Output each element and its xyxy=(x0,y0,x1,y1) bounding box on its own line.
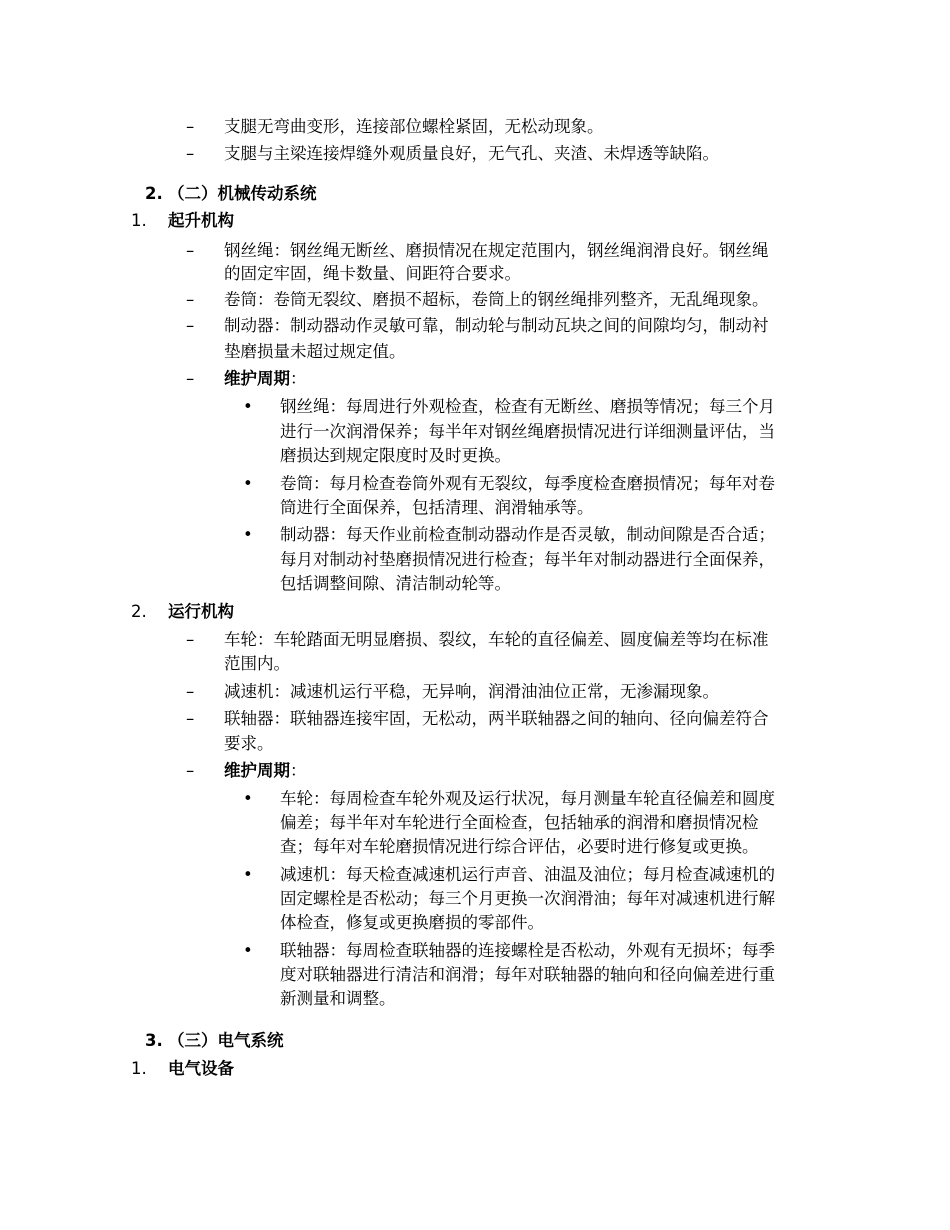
brake-item-line1: 制动器：制动器动作灵敏可靠，制动轮与制动瓦块之间的间隙均匀，制动衬 xyxy=(224,316,769,335)
bullet-marker: • xyxy=(243,865,253,884)
dash-marker: – xyxy=(186,117,195,136)
subsection-heading-travel: 运行机构 xyxy=(168,602,234,621)
maint-rope-line3: 磨损达到规定限度时及时更换。 xyxy=(280,446,511,465)
bullet-marker: • xyxy=(243,789,253,808)
dash-marker: – xyxy=(186,144,195,163)
dash-marker: – xyxy=(186,290,195,309)
coupling-item-line2: 要求。 xyxy=(224,734,274,753)
maintenance-period-colon: ： xyxy=(290,761,307,780)
maint-coupling-line2: 度对联轴器进行清洁和润滑；每年对联轴器的轴向和径向偏差进行重 xyxy=(280,965,775,984)
reducer-item: 减速机：减速机运行平稳，无异响，润滑油油位正常，无渗漏现象。 xyxy=(224,682,719,701)
maintenance-period-label xyxy=(224,366,307,391)
subsection-heading-hoist: 起升机构 xyxy=(168,211,234,230)
maint-reducer-line2: 固定螺栓是否松动；每三个月更换一次润滑油；每年对减速机进行解 xyxy=(280,889,775,908)
support-leg-item-1: 支腿无弯曲变形，连接部位螺栓紧固，无松动现象。 xyxy=(224,117,604,136)
subsection-number: 1. xyxy=(131,1059,147,1078)
wheel-item-line2: 范围内。 xyxy=(224,654,290,673)
coupling-item-line1: 联轴器：联轴器连接牢固，无松动，两半联轴器之间的轴向、径向偏差符合 xyxy=(224,709,769,728)
subsection-heading-electrical-equipment: 电气设备 xyxy=(168,1059,234,1078)
wire-rope-item-line1: 钢丝绳：钢丝绳无断丝、磨损情况在规定范围内，钢丝绳润滑良好。钢丝绳 xyxy=(224,241,769,260)
bullet-marker: • xyxy=(243,397,253,416)
wheel-item-line1: 车轮：车轮踏面无明显磨损、裂纹，车轮的直径偏差、圆度偏差等均在标准 xyxy=(224,630,769,649)
maint-brake-line3: 包括调整间隙、清洁制动轮等。 xyxy=(280,574,511,593)
maint-rope-line1: 钢丝绳：每周进行外观检查，检查有无断丝、磨损等情况；每三个月 xyxy=(280,397,775,416)
dash-marker: – xyxy=(186,761,195,780)
maint-brake-line2: 每月对制动衬垫磨损情况进行检查；每半年对制动器进行全面保养， xyxy=(280,550,775,569)
maint-brake-line1: 制动器：每天作业前检查制动器动作是否灵敏，制动间隙是否合适； xyxy=(280,525,775,544)
maint-wheel-line1: 车轮：每周检查车轮外观及运行状况，每月测量车轮直径偏差和圆度 xyxy=(280,789,775,808)
section-number: 2. xyxy=(145,184,163,203)
bullet-marker: • xyxy=(243,941,253,960)
subsection-number: 2. xyxy=(131,602,147,621)
maint-coupling-line1: 联轴器：每周检查联轴器的连接螺栓是否松动，外观有无损坏；每季 xyxy=(280,941,775,960)
maintenance-period-label xyxy=(224,758,307,783)
maint-wheel-line3: 查；每年对车轮磨损情况进行综合评估，必要时进行修复或更换。 xyxy=(280,837,759,856)
maintenance-period-bold: 维护周期 xyxy=(224,761,290,780)
brake-item-line2: 垫磨损量未超过规定值。 xyxy=(224,342,406,361)
section-heading-mechanical: （二）机械传动系统 xyxy=(168,184,317,203)
support-leg-item-2: 支腿与主梁连接焊缝外观质量良好，无气孔、夹渣、未焊透等缺陷。 xyxy=(224,144,719,163)
dash-marker: – xyxy=(186,316,195,335)
maint-rope-line2: 进行一次润滑保养；每半年对钢丝绳磨损情况进行详细测量评估，当 xyxy=(280,422,775,441)
maint-reducer-line3: 体检查，修复或更换磨损的零部件。 xyxy=(280,913,544,932)
bullet-marker: • xyxy=(243,474,253,493)
maint-drum-line2: 筒进行全面保养，包括清理、润滑轴承等。 xyxy=(280,498,594,517)
maint-drum-line1: 卷筒：每月检查卷筒外观有无裂纹，每季度检查磨损情况；每年对卷 xyxy=(280,474,775,493)
section-number: 3. xyxy=(145,1031,163,1050)
drum-item: 卷筒：卷筒无裂纹、磨损不超标，卷筒上的钢丝绳排列整齐，无乱绳现象。 xyxy=(224,290,769,309)
wire-rope-item-line2: 的固定牢固，绳卡数量、间距符合要求。 xyxy=(224,264,521,283)
dash-marker: – xyxy=(186,630,195,649)
maintenance-period-colon: ： xyxy=(290,369,307,388)
dash-marker: – xyxy=(186,241,195,260)
dash-marker: – xyxy=(186,709,195,728)
bullet-marker: • xyxy=(243,525,253,544)
section-heading-electrical: （三）电气系统 xyxy=(168,1031,284,1050)
dash-marker: – xyxy=(186,369,195,388)
maint-reducer-line1: 减速机：每天检查减速机运行声音、油温及油位；每月检查减速机的 xyxy=(280,865,775,884)
maint-wheel-line2: 偏差；每半年对车轮进行全面检查，包括轴承的润滑和磨损情况检 xyxy=(280,813,759,832)
maint-coupling-line3: 新测量和调整。 xyxy=(280,989,396,1008)
subsection-number: 1. xyxy=(131,211,147,230)
dash-marker: – xyxy=(186,682,195,701)
maintenance-period-bold: 维护周期 xyxy=(224,369,290,388)
